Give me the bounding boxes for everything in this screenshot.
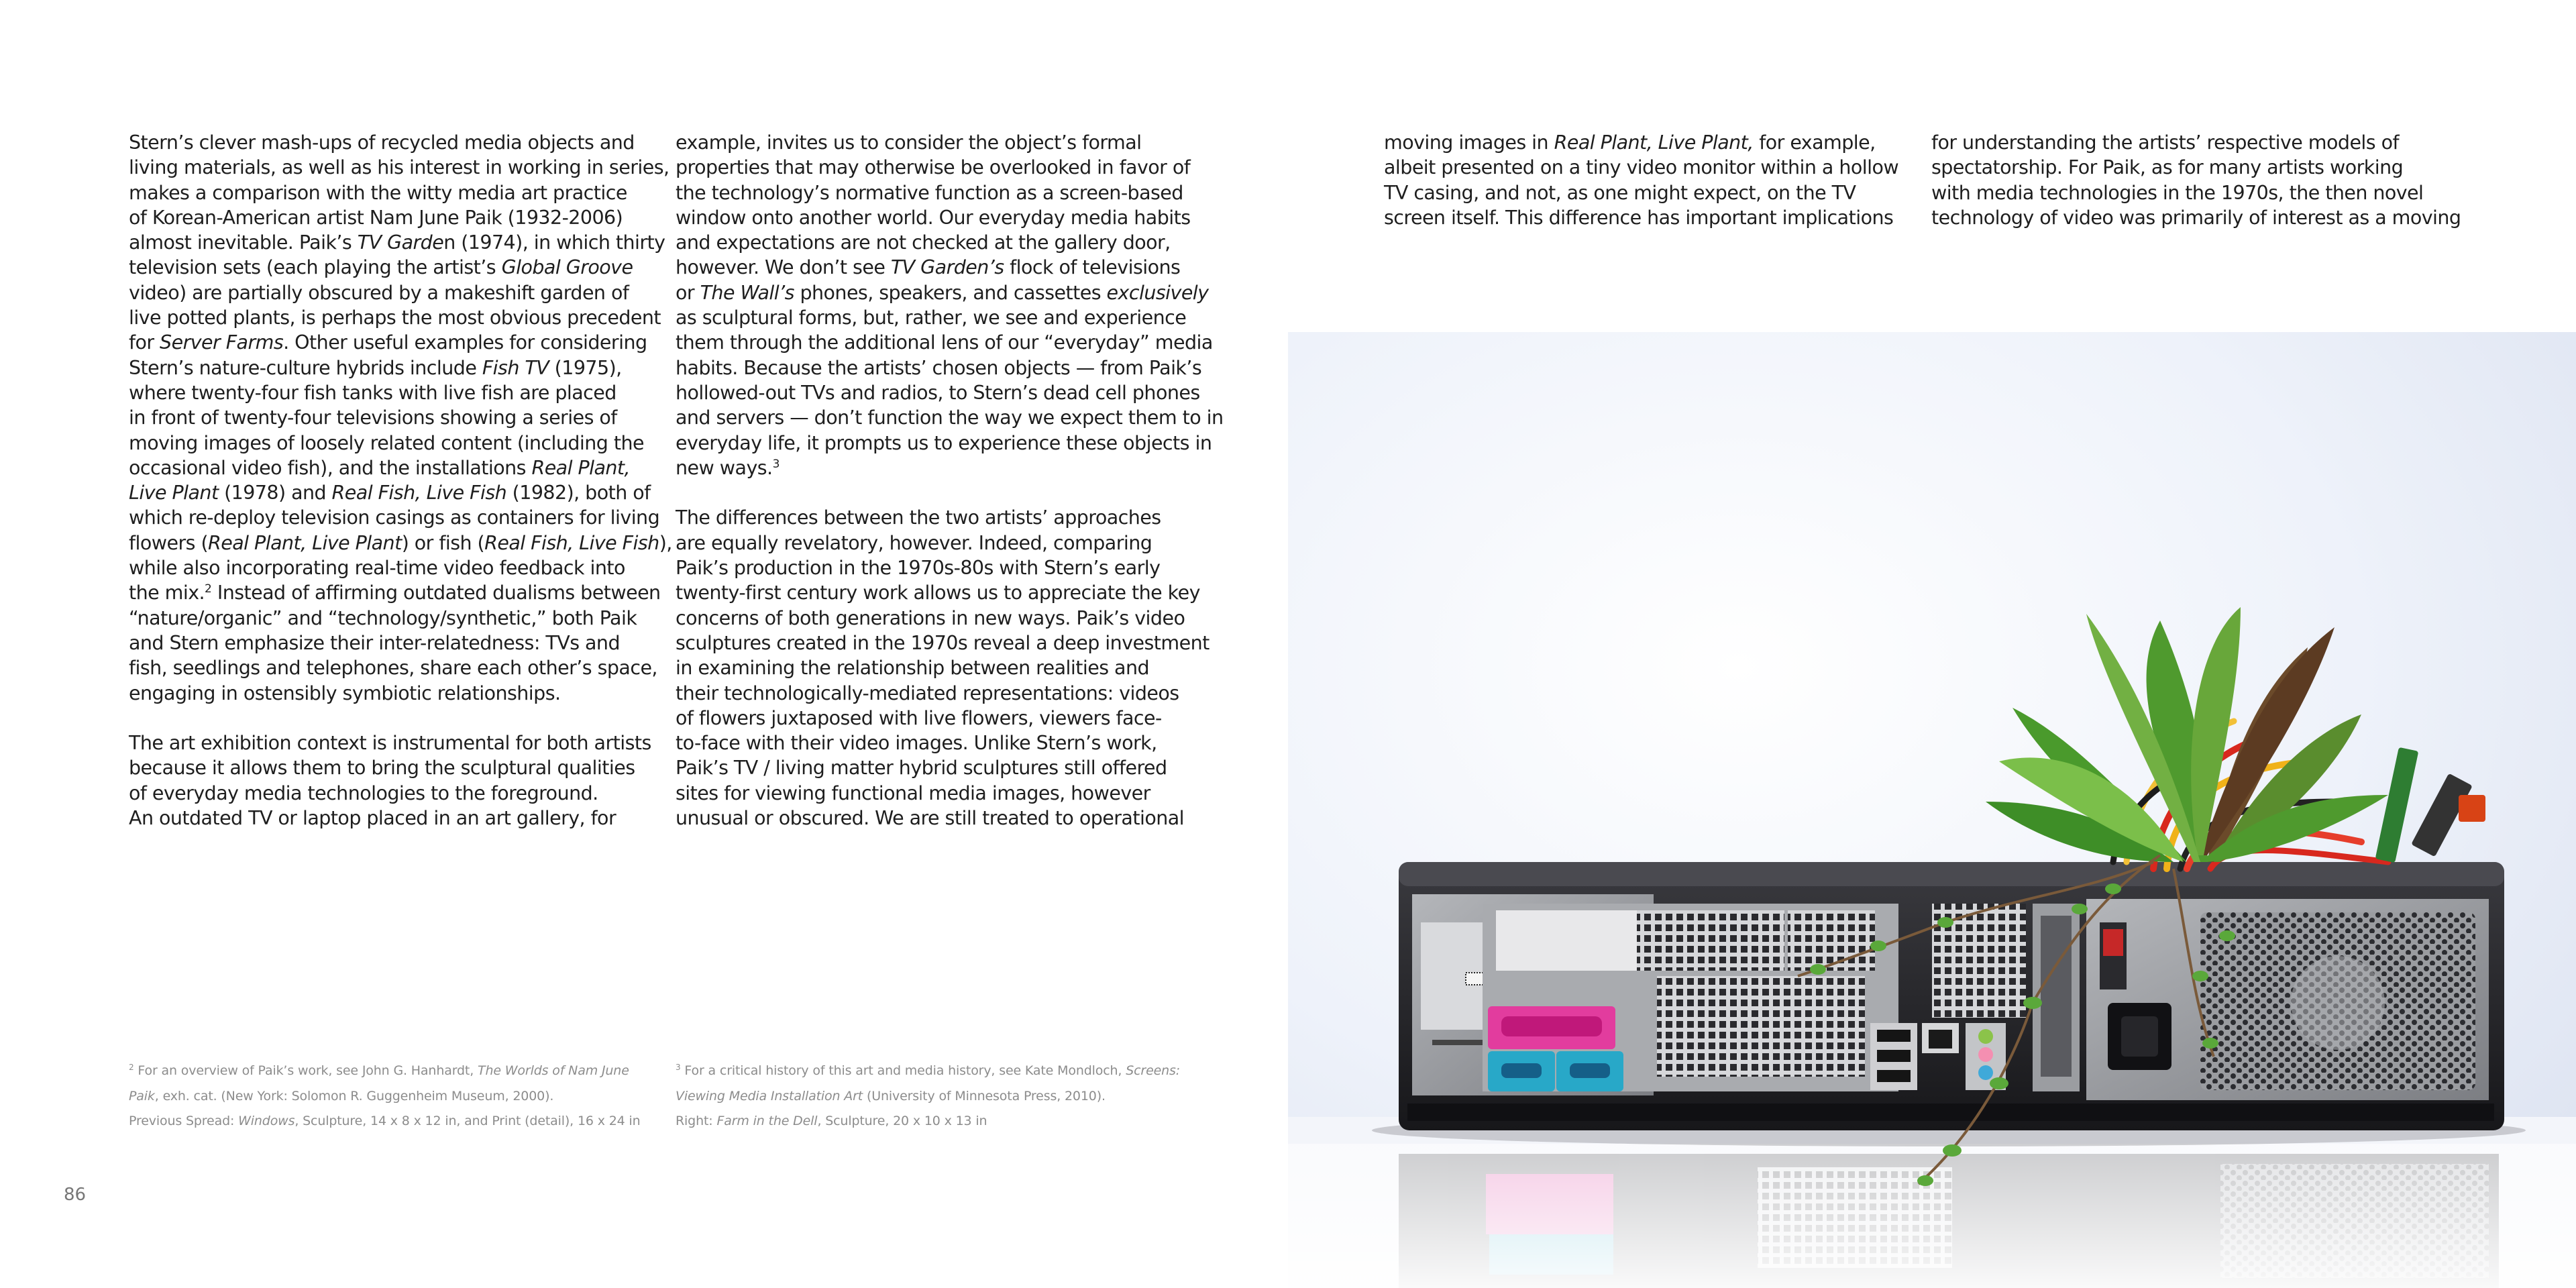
text-run: “nature/organic” and “technology/synthetic,” both Paik [129, 606, 637, 629]
text-run: everyday life, it prompts us to experience these objects in [676, 431, 1212, 454]
footnote-2 [129, 1059, 641, 1134]
text-run: engaging in ostensibly symbiotic relationships. [129, 682, 561, 704]
text-line [676, 755, 1223, 780]
text-run: , Sculpture, 14 x 8 x 12 in, and Print (detail), 16 x 24 in [294, 1114, 641, 1128]
text-line [676, 356, 1223, 380]
text-line [129, 380, 672, 405]
text-line [676, 681, 1223, 706]
text-line [1931, 180, 2461, 205]
text-run: (1975), [549, 356, 622, 379]
text-line [676, 555, 1223, 580]
text-run: window onto another world. Our everyday media habits [676, 206, 1191, 229]
text-line [129, 531, 672, 555]
text-line [129, 180, 672, 205]
text-line [1384, 205, 1898, 230]
text-line [1384, 180, 1898, 205]
text-run: (1982), both of [506, 482, 651, 504]
text-run: almost inevitable. Paik’s [129, 231, 358, 254]
text-line [676, 455, 1223, 480]
text-line [129, 431, 672, 455]
text-run: moving images in [1384, 131, 1554, 154]
text-line [129, 755, 672, 780]
text-line [676, 531, 1223, 555]
text-run: For a critical history of this art and media history, see Kate Mondloch, [680, 1063, 1126, 1078]
text-run: because it allows them to bring the sculptural qualities [129, 757, 635, 780]
text-line [129, 606, 672, 631]
text-line [676, 230, 1223, 255]
text-run: of flowers juxtaposed with live flowers, viewers face- [676, 706, 1162, 729]
text-line [676, 330, 1223, 355]
text-run: Stern’s clever mash-ups of recycled media objects and [129, 131, 635, 154]
text-line [129, 405, 672, 430]
italic-title: The Wall’s [700, 281, 794, 304]
paragraph [676, 130, 1223, 480]
text-run: in front of twenty-four televisions showing a series of [129, 407, 617, 429]
text-run: (University of Minnesota Press, 2010). [863, 1088, 1106, 1104]
text-run: where twenty-four fish tanks with live fish are placed [129, 381, 616, 404]
italic-title: The Worlds of Nam June [478, 1063, 629, 1078]
left-column-1-text [129, 130, 672, 830]
italic-title: Server Farms [160, 331, 284, 354]
text-run: twenty-first century work allows us to appreciate the key [676, 582, 1200, 604]
text-line [1931, 130, 2461, 155]
text-run: Instead of affirming outdated dualisms between [211, 582, 661, 604]
footnote-marker: 2 [129, 1063, 134, 1072]
text-run: Paik’s production in the 1970s-80s with Stern’s early [676, 557, 1161, 580]
text-run: for [129, 331, 160, 354]
paragraph [676, 505, 1223, 830]
artwork-photo [1288, 332, 2576, 1288]
text-run: , Sculpture, 20 x 10 x 13 in [817, 1114, 987, 1128]
footnote-3 [676, 1059, 1180, 1134]
paragraph [129, 731, 672, 830]
text-line [129, 1109, 641, 1134]
text-line [129, 631, 672, 655]
text-line [676, 180, 1223, 205]
text-line [129, 681, 672, 706]
text-line [129, 330, 672, 355]
text-run: which re-deploy television casings as containers for living [129, 506, 660, 529]
text-run: and Stern emphasize their inter-relatedness: TVs and [129, 631, 620, 654]
text-line [129, 1084, 641, 1110]
footnote-marker: 3 [772, 457, 780, 471]
right-column-1-text [1384, 130, 1898, 230]
italic-title: Viewing Media Installation Art [676, 1088, 863, 1104]
italic-title: Live Plant [129, 482, 219, 504]
text-run: their technologically-mediated representations: videos [676, 682, 1179, 704]
italic-title: exclusively [1106, 281, 1209, 304]
text-line [676, 606, 1223, 631]
text-line [676, 806, 1223, 830]
text-run: makes a comparison with the witty media art practice [129, 181, 627, 204]
italic-title: TV Garde [357, 231, 444, 254]
text-run: Previous Spread: [129, 1114, 239, 1128]
text-run: The art exhibition context is instrumental for both artists [129, 732, 651, 755]
text-run: sites for viewing functional media images, however [676, 782, 1150, 804]
italic-title: Farm in the Dell [716, 1114, 818, 1128]
text-line [129, 130, 672, 155]
text-line [129, 155, 672, 180]
text-run: spectatorship. For Paik, as for many artists working [1931, 156, 2404, 179]
text-line [129, 255, 672, 280]
text-line [676, 205, 1223, 230]
text-run: and expectations are not checked at the gallery door, [676, 231, 1171, 254]
text-run: Stern’s nature-culture hybrids include [129, 356, 482, 379]
text-line [676, 655, 1223, 680]
text-run: live potted plants, is perhaps the most obvious precedent [129, 307, 661, 329]
text-line [129, 480, 672, 505]
text-line [129, 781, 672, 806]
text-run: unusual or obscured. We are still treated to operational [676, 807, 1185, 830]
italic-title: Windows [238, 1114, 295, 1128]
text-run: living materials, as well as his interest in working in series, [129, 156, 669, 179]
text-line [676, 130, 1223, 155]
text-line [676, 781, 1223, 806]
text-line [129, 356, 672, 380]
text-line [129, 205, 672, 230]
text-run: in examining the relationship between realities and [676, 657, 1150, 680]
text-run: video) are partially obscured by a makeshift garden of [129, 281, 629, 304]
italic-title: Real Fish, Live Fish [484, 531, 659, 554]
text-line [129, 230, 672, 255]
text-run: screen itself. This difference has important implications [1384, 206, 1894, 229]
text-line [676, 706, 1223, 731]
text-line [129, 806, 672, 830]
paragraph [1384, 130, 1898, 230]
text-run: properties that may otherwise be overlooked in favor of [676, 156, 1191, 179]
text-run: the mix. [129, 582, 205, 604]
italic-title: TV Garden’s [890, 256, 1004, 279]
text-run: (1978) and [218, 482, 332, 504]
footnote-marker: 2 [205, 582, 212, 596]
text-run: while also incorporating real-time video feedback into [129, 557, 625, 580]
text-run: TV casing, and not, as one might expect, on the TV [1384, 181, 1856, 204]
paragraph [1931, 130, 2461, 230]
text-line [676, 1059, 1180, 1084]
text-line [129, 1059, 641, 1084]
computer-plant-sculpture-image [1288, 332, 2576, 1288]
text-run: of Korean-American artist Nam June Paik (1932-2006) [129, 206, 623, 229]
italic-title: Real Fish, Live Fish [331, 482, 507, 504]
text-line [676, 431, 1223, 455]
left-column-2-text [676, 130, 1223, 830]
text-run: . Other useful examples for considering [283, 331, 647, 354]
text-line [129, 455, 672, 480]
text-line [129, 655, 672, 680]
text-run: phones, speakers, and cassettes [794, 281, 1107, 304]
text-run: habits. Because the artists’ chosen objects — from Paik’s [676, 356, 1202, 379]
text-run: flock of televisions [1004, 256, 1181, 279]
text-run: however. We don’t see [676, 256, 891, 279]
text-run: flowers ( [129, 531, 209, 554]
text-run: them through the additional lens of our “everyday” media [676, 331, 1213, 354]
text-run: concerns of both generations in new ways. Paik’s video [676, 606, 1185, 629]
text-run: n (1974), in which thirty [443, 231, 665, 254]
italic-title: Real Plant, Live Plant, [1554, 131, 1754, 154]
footnote-marker: 3 [676, 1063, 681, 1072]
text-run: example, invites us to consider the object’s formal [676, 131, 1142, 154]
text-run: Paik’s TV / living matter hybrid sculptures still offered [676, 757, 1167, 780]
text-line [676, 305, 1223, 330]
italic-title: Real Plant, [531, 456, 631, 479]
text-line [1384, 130, 1898, 155]
text-run: An outdated TV or laptop placed in an art gallery, for [129, 807, 616, 830]
text-run: or [676, 281, 700, 304]
text-run: albeit presented on a tiny video monitor within a hollow [1384, 156, 1899, 179]
text-run: as sculptural forms, but, rather, we see and experience [676, 307, 1187, 329]
text-run: ), [659, 531, 672, 554]
text-line [129, 305, 672, 330]
text-line [129, 731, 672, 755]
text-run: and servers — don’t function the way we expect them to in [676, 407, 1224, 429]
text-run: fish, seedlings and telephones, share each other’s space, [129, 657, 657, 680]
text-line [676, 580, 1223, 605]
text-run: television sets (each playing the artist’s [129, 256, 502, 279]
text-run: occasional video fish), and the installations [129, 456, 532, 479]
right-column-2-text [1931, 130, 2461, 230]
text-line [1931, 155, 2461, 180]
text-line [676, 1109, 1180, 1134]
text-run: , exh. cat. (New York: Solomon R. Guggenheim Museum, 2000). [154, 1088, 554, 1104]
text-run: new ways. [676, 456, 773, 479]
text-line [676, 255, 1223, 280]
text-run: moving images of loosely related content (including the [129, 431, 644, 454]
text-line [129, 580, 672, 605]
page-number: 86 [64, 1185, 87, 1205]
text-run: For an overview of Paik’s work, see John G. Hanhardt, [133, 1063, 478, 1078]
text-line [676, 731, 1223, 755]
text-run: for example, [1753, 131, 1876, 154]
text-line [676, 1084, 1180, 1110]
text-run: ) or fish ( [401, 531, 485, 554]
text-line [1931, 205, 2461, 230]
text-line [676, 155, 1223, 180]
text-run: with media technologies in the 1970s, the then novel [1931, 181, 2424, 204]
text-line [676, 280, 1223, 305]
italic-title: Paik [129, 1088, 155, 1104]
text-line [1384, 155, 1898, 180]
italic-title: Fish TV [482, 356, 549, 379]
italic-title: Real Plant, Live Plant [208, 531, 402, 554]
text-line [676, 631, 1223, 655]
text-line [676, 405, 1223, 430]
text-line [129, 280, 672, 305]
text-run: for understanding the artists’ respective models of [1931, 131, 2399, 154]
text-run: sculptures created in the 1970s reveal a deep investment [676, 631, 1210, 654]
text-run: hollowed-out TVs and radios, to Stern’s dead cell phones [676, 381, 1200, 404]
text-line [129, 555, 672, 580]
text-run: the technology’s normative function as a screen-based [676, 181, 1183, 204]
text-run: of everyday media technologies to the foreground. [129, 782, 598, 804]
text-line [676, 505, 1223, 530]
text-run: to-face with their video images. Unlike Stern’s work, [676, 732, 1157, 755]
text-run: are equally revelatory, however. Indeed, comparing [676, 531, 1152, 554]
text-line [676, 380, 1223, 405]
text-line [129, 505, 672, 530]
paragraph [129, 130, 672, 706]
text-run: technology of video was primarily of interest as a moving [1931, 206, 2461, 229]
italic-title: Global Groove [501, 256, 633, 279]
text-run: The differences between the two artists’ approaches [676, 506, 1161, 529]
text-run: Right: [676, 1114, 717, 1128]
italic-title: Screens: [1126, 1063, 1181, 1078]
